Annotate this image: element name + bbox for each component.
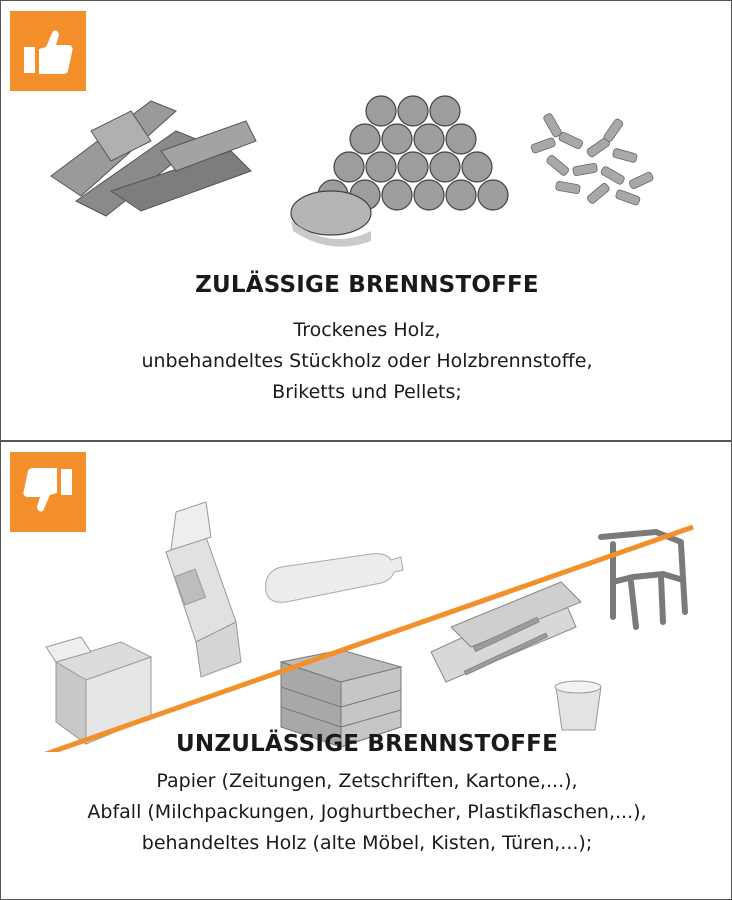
cardboard-box-image	[46, 637, 151, 744]
allowed-line: Trockenes Holz,	[293, 319, 441, 341]
forbidden-fuels-panel	[1, 442, 731, 899]
plastic-bottle-image	[266, 554, 403, 603]
forbidden-line: Papier (Zeitungen, Zetschriften, Kartone,...),	[156, 770, 578, 792]
forbidden-line: behandeltes Holz (alte Möbel, Kisten, Türen,...);	[141, 832, 593, 854]
forbidden-line: Abfall (Milchpackungen, Joghurtbecher, Plastikflaschen,...),	[87, 801, 647, 823]
firewood-image	[51, 101, 256, 216]
allowed-badge	[10, 11, 86, 91]
yogurt-cup-image	[555, 681, 601, 730]
pellets-image	[530, 113, 654, 206]
briquettes-image	[291, 96, 508, 247]
forbidden-fuels-title: UNZULÄSSIGE BRENNSTOFFE	[176, 731, 558, 757]
allowed-line: unbehandeltes Stückholz oder Holzbrennstoffe,	[141, 350, 593, 372]
thumbs-up-icon	[20, 23, 76, 79]
allowed-fuels-panel	[1, 1, 731, 441]
allowed-fuels-description	[1, 315, 732, 408]
milk-carton-image	[166, 502, 241, 677]
allowed-fuels-illustration	[1, 81, 732, 261]
forbidden-fuels-illustration	[1, 482, 732, 752]
forbidden-fuels-description	[1, 766, 732, 859]
newspaper-rolls-image	[431, 582, 581, 682]
allowed-line: Briketts und Pellets;	[272, 381, 462, 403]
allowed-fuels-title: ZULÄSSIGE BRENNSTOFFE	[195, 272, 539, 298]
